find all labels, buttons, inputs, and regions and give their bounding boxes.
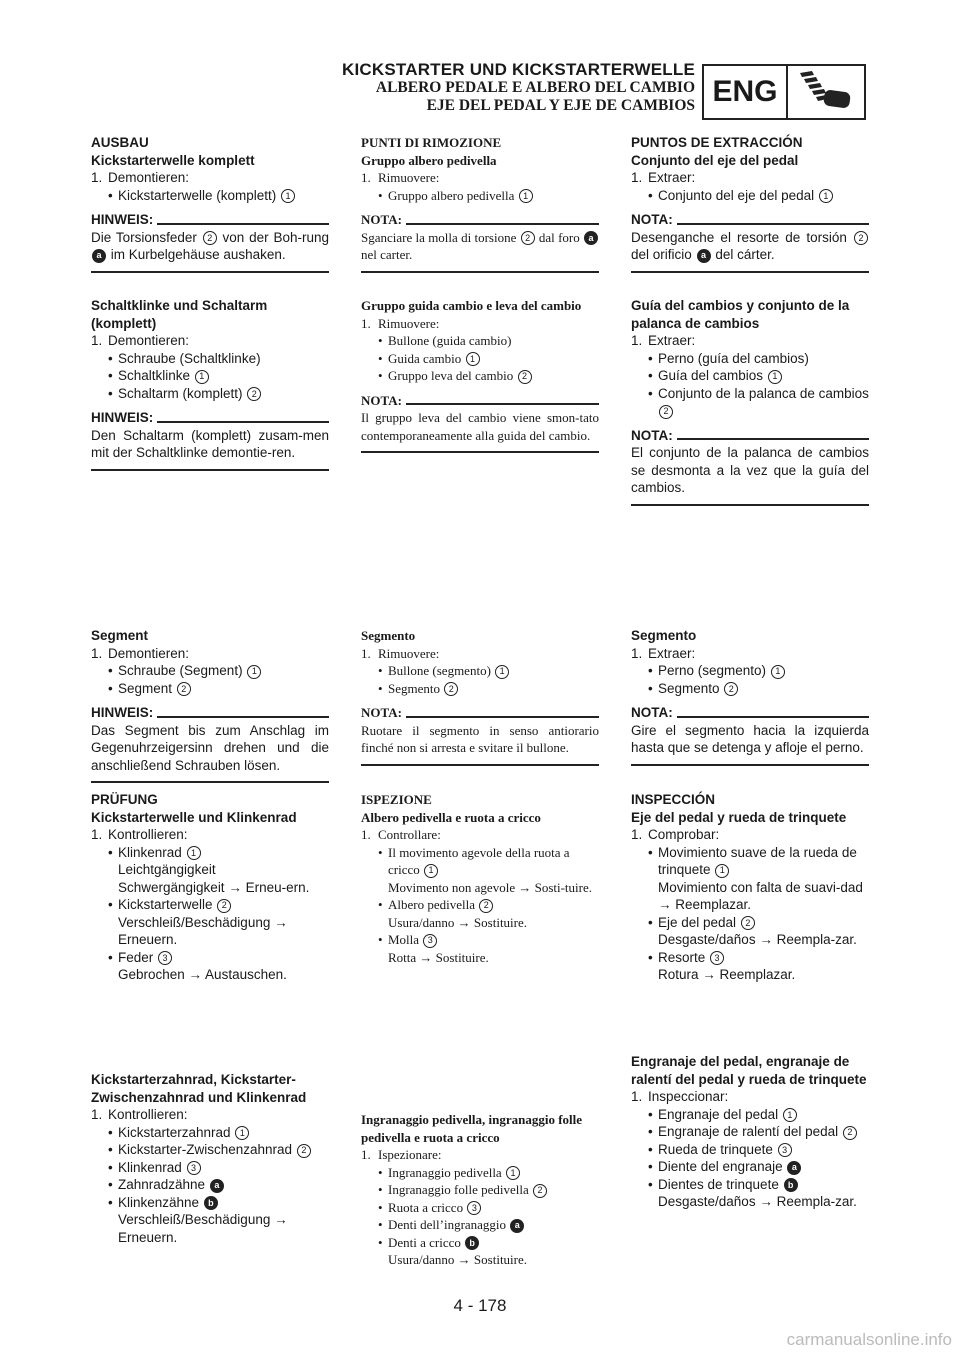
it-bullet: • Gruppo leva del cambio 2 <box>361 367 599 385</box>
es-step: 1. Extraer: <box>631 333 696 348</box>
it-step: 1. Rimuovere: <box>361 170 440 185</box>
de-note-header: HINWEIS: <box>91 704 329 722</box>
es-note-text: El conjunto de la palanca de cambios se desmonta a la vez que la guía del cambios. <box>631 445 869 495</box>
es-section-inspection <box>631 791 869 984</box>
it-bullet: • Guida cambio 1 <box>361 350 599 368</box>
de-heading-cont: (komplett) <box>91 315 157 331</box>
de-subheading: Kickstarterwelle und Klinkenrad <box>91 809 297 825</box>
es-bullet: • Segmento 2 <box>631 680 869 698</box>
note-divider <box>361 271 599 273</box>
es-bullet: • Rueda de trinquete 3 <box>631 1141 869 1159</box>
es-bullet: • Guía del cambios 1 <box>631 367 869 385</box>
es-note-text: Desenganche el resorte de torsión 2 del orificio a del cárter. <box>631 229 869 264</box>
it-section-inspection <box>361 791 599 966</box>
note-divider <box>631 764 869 766</box>
es-heading-removal: PUNTOS DE EXTRACCIÓN <box>631 135 803 150</box>
es-step: 1. Extraer: <box>631 170 696 185</box>
it-bullet: • Denti a cricco b <box>361 1234 599 1252</box>
title-spanish: EJE DEL PEDAL Y EJE DE CAMBIOS <box>426 97 695 114</box>
it-note-text: Il gruppo leva del cambio viene smon-tato contemporaneamente alla guida del cambio. <box>361 410 599 443</box>
de-note-header: HINWEIS: <box>91 409 329 427</box>
it-bullet-detail: Movimento non agevole → Sosti-tuire. <box>388 879 593 895</box>
it-heading-inspection: ISPEZIONE <box>361 792 432 807</box>
it-subheading: Gruppo albero pedivella <box>361 152 497 168</box>
de-bullet-detail: Schwergängigkeit → Erneu-ern. <box>118 879 310 895</box>
note-divider <box>631 504 869 506</box>
es-heading: Engranaje del pedal, engranaje de ralentí del pedal y rueda de trinquete <box>631 1054 867 1087</box>
section-header <box>342 60 695 115</box>
it-bullet: • Segmento 2 <box>361 680 599 698</box>
it-subheading: Albero pedivella e ruota a cricco <box>361 809 541 825</box>
it-heading-removal: PUNTI DI RIMOZIONE <box>361 135 502 150</box>
it-bullet: • Ingranaggio pedivella 1 <box>361 1164 599 1182</box>
note-divider <box>91 469 329 471</box>
de-bullet: • Schraube (Segment) 1 <box>91 662 329 680</box>
de-bullet: • Klinkenrad 3 <box>91 1159 329 1177</box>
page-number: 4 - 178 <box>453 1296 507 1315</box>
es-bullet: • Diente del engranaje a <box>631 1158 869 1176</box>
de-step: 1. Demontieren: <box>91 170 190 185</box>
de-section-shift-pawl <box>91 297 329 471</box>
it-bullet: • Bullone (guida cambio) <box>361 332 599 350</box>
title-italian: ALBERO PEDALE E ALBERO DEL CAMBIO <box>375 79 695 96</box>
es-bullet-detail: Rotura → Reemplazar. <box>658 967 796 982</box>
es-step: 1. Extraer: <box>631 645 696 661</box>
it-bullet: • Bullone (segmento) 1 <box>361 662 599 680</box>
de-step: 1. Demontieren: <box>91 645 190 661</box>
es-bullet: • Conjunto del eje del pedal 1 <box>631 187 869 205</box>
it-step: 1. Rimuovere: <box>361 315 440 331</box>
es-note-text: Gire el segmento hacia la izquierda hasta que se detenga y afloje el perno. <box>631 722 869 755</box>
note-divider <box>361 764 599 766</box>
es-bullet: • Engranaje del pedal 1 <box>631 1106 869 1124</box>
es-subheading: Eje del pedal y rueda de trinquete <box>631 809 847 825</box>
de-step: 1. Demontieren: <box>91 333 190 348</box>
de-section-gears <box>91 1071 329 1246</box>
title-german: KICKSTARTER UND KICKSTARTERWELLE <box>342 60 695 79</box>
de-bullet: • Klinkenrad 1 <box>91 844 329 862</box>
es-note-header: NOTA: <box>631 211 869 229</box>
es-bullet: • Engranaje de ralentí del pedal 2 <box>631 1123 869 1141</box>
es-section-gears <box>631 1053 869 1211</box>
de-heading-inspection: PRÜFUNG <box>91 792 158 807</box>
it-section-gears <box>361 1111 599 1269</box>
es-step: 1. Inspeccionar: <box>631 1089 729 1104</box>
es-heading: Segmento <box>631 628 697 643</box>
de-bullet: • Segment 2 <box>91 680 329 698</box>
de-note-text: Das Segment bis zum Anschlag im Gegenuhrzeigersinn drehen und die anschließend Schrauben lösen. <box>91 722 329 773</box>
it-bullet: • Denti dell’ingranaggio a <box>361 1216 599 1234</box>
de-heading-removal: AUSBAU <box>91 135 149 150</box>
es-bullet: • Movimiento suave de la rueda de trinquete 1 <box>631 844 869 879</box>
de-section-inspection <box>91 791 329 984</box>
it-bullet-detail: Usura/danno → Sostituire. <box>388 914 528 930</box>
es-bullet-detail: Desgaste/daños → Reempla-zar. <box>658 932 857 947</box>
de-bullet: • Schaltarm (komplett) 2 <box>91 385 329 403</box>
de-bullet-detail: Verschleiß/Beschädigung → Erneuern. <box>118 1212 288 1245</box>
it-section-kickstarter-shaft <box>361 134 599 273</box>
it-bullet-detail: Usura/danno → Sostituire. <box>388 1252 528 1267</box>
it-bullet: • Ruota a cricco 3 <box>361 1199 599 1217</box>
es-section-shift-guide <box>631 297 869 506</box>
it-section-shift-guide <box>361 297 599 453</box>
it-bullet: • Gruppo albero pedivella 1 <box>361 187 599 205</box>
de-section-segment <box>91 627 329 783</box>
es-bullet-detail: Desgaste/daños → Reempla-zar. <box>658 1194 857 1209</box>
watermark: carmanualsonline.info <box>786 1330 952 1349</box>
de-section-kickstarter-shaft <box>91 134 329 273</box>
it-bullet-detail: Rotta → Sostituire. <box>388 949 489 965</box>
it-bullet: • Il movimento agevole della ruota a cricco 1 <box>361 844 599 879</box>
de-heading: Kickstarterzahnrad, Kickstarter-Zwischenzahnrad und Klinkenrad <box>91 1072 307 1105</box>
de-bullet: • Kickstarterwelle (komplett) 1 <box>91 187 329 205</box>
de-step: 1. Kontrollieren: <box>91 827 188 842</box>
es-bullet: • Perno (segmento) 1 <box>631 662 869 680</box>
engine-chapter-badge <box>702 64 866 120</box>
it-note-header: NOTA: <box>361 392 599 410</box>
it-step: 1. Controllare: <box>361 827 441 842</box>
it-heading: Gruppo guida cambio e leva del cambio <box>361 298 582 313</box>
de-subheading: Kickstarterwelle komplett <box>91 152 255 168</box>
it-note-header: NOTA: <box>361 211 599 229</box>
es-step: 1. Comprobar: <box>631 827 720 842</box>
de-note-header: HINWEIS: <box>91 211 329 229</box>
note-divider <box>361 451 599 453</box>
es-section-segment <box>631 627 869 766</box>
it-step: 1. Ispezionare: <box>361 1147 442 1162</box>
es-heading: Guía del cambios y conjunto de la palanca de cambios <box>631 298 850 331</box>
es-note-header: NOTA: <box>631 704 869 722</box>
de-bullet-detail: Verschleiß/Beschädigung → Erneuern. <box>118 914 288 947</box>
es-bullet: • Eje del pedal 2 <box>631 914 869 932</box>
it-bullet: • Albero pedivella 2 <box>361 896 599 914</box>
es-note-header: NOTA: <box>631 427 869 445</box>
es-bullet: • Dientes de trinquete b <box>631 1176 869 1194</box>
kickstarter-spring-icon <box>788 66 864 118</box>
it-heading: Segmento <box>361 628 416 643</box>
it-section-segment <box>361 627 599 766</box>
de-note-text: Den Schaltarm (komplett) zusam-men mit der Schaltklinke demontie-ren. <box>91 427 329 460</box>
es-bullet-detail: Movimiento con falta de suavi-dad → Reemplazar. <box>658 879 863 912</box>
de-bullet: • Zahnradzähne a <box>91 1176 329 1194</box>
es-heading-inspection: INSPECCIÓN <box>631 792 716 807</box>
de-bullet: • Schaltklinke 1 <box>91 367 329 385</box>
it-step: 1. Rimuovere: <box>361 645 440 661</box>
it-bullet: • Ingranaggio folle pedivella 2 <box>361 1181 599 1199</box>
it-heading: Ingranaggio pedivella, ingranaggio folle pedivella e ruota a cricco <box>361 1112 583 1145</box>
es-section-kickstarter-shaft <box>631 134 869 273</box>
es-bullet: • Conjunto de la palanca de cambios 2 <box>631 385 869 420</box>
es-bullet: • Resorte 3 <box>631 949 869 967</box>
de-bullet: • Feder 3 <box>91 949 329 967</box>
de-heading: Segment <box>91 628 149 643</box>
es-subheading: Conjunto del eje del pedal <box>631 152 799 168</box>
de-bullet: • Kickstarter-Zwischenzahnrad 2 <box>91 1141 329 1159</box>
chapter-label: ENG <box>704 66 788 118</box>
de-note-text: Die Torsionsfeder 2 von der Boh-rung a im Kurbelgehäuse aushaken. <box>91 229 329 262</box>
de-bullet: • Kickstarterzahnrad 1 <box>91 1124 329 1142</box>
it-note-header: NOTA: <box>361 704 599 722</box>
note-divider <box>91 781 329 783</box>
de-bullet: • Schraube (Schaltklinke) <box>91 350 329 368</box>
it-note-text: Sganciare la molla di torsione 2 dal foro a nel carter. <box>361 229 599 264</box>
de-bullet: • Kickstarterwelle 2 <box>91 896 329 914</box>
de-step: 1. Kontrollieren: <box>91 1107 188 1122</box>
de-bullet: • Klinkenzähne b <box>91 1194 329 1212</box>
note-divider <box>91 271 329 273</box>
es-bullet: • Perno (guía del cambios) <box>631 350 869 368</box>
de-bullet-detail: Gebrochen → Austauschen. <box>118 967 287 982</box>
de-heading: Schaltklinke und Schaltarm <box>91 298 268 313</box>
note-divider <box>631 271 869 273</box>
de-bullet-detail: Leichtgängigkeit <box>118 862 216 877</box>
it-bullet: • Molla 3 <box>361 931 599 949</box>
it-note-text: Ruotare il segmento in senso antiorario finché non si arresta e svitare il bullone. <box>361 722 599 755</box>
